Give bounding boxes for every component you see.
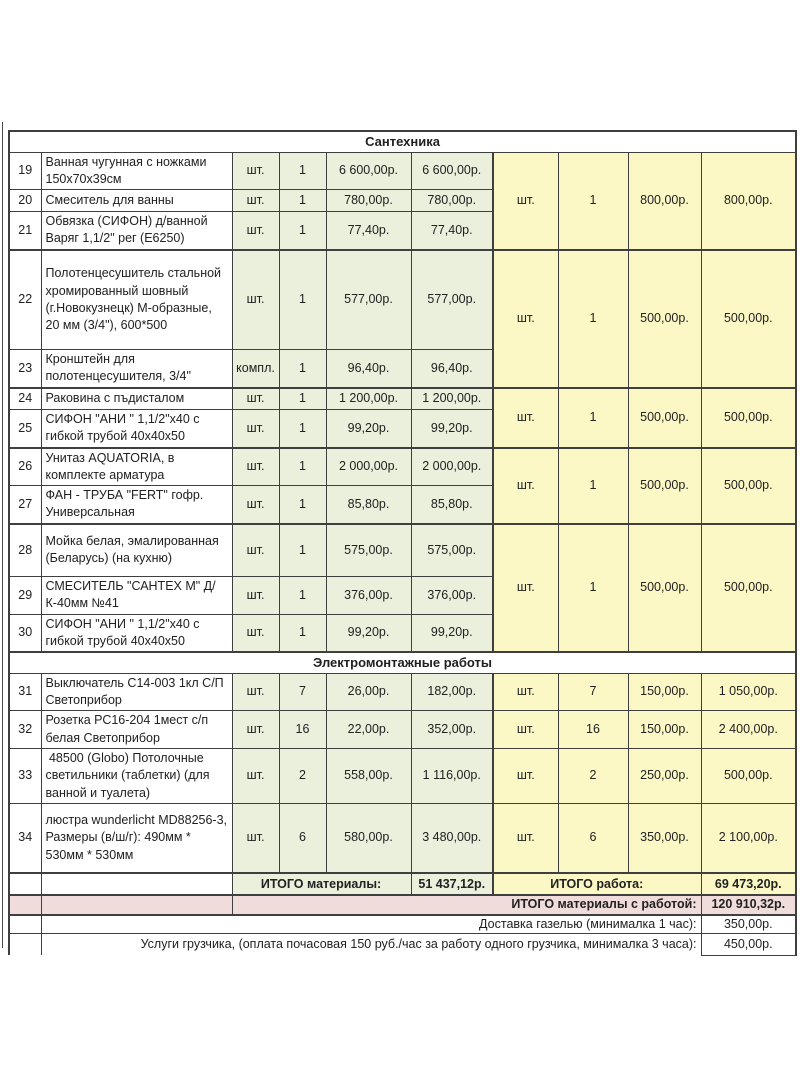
material-sum: 376,00р. <box>411 577 493 615</box>
material-price: 1 200,00р. <box>326 388 411 410</box>
item-name: Кронштейн для полотенцесушителя, 3/4" <box>41 350 232 388</box>
row-number: 22 <box>9 250 41 350</box>
work-qty: 2 <box>558 749 628 804</box>
item-name: СИФОН "АНИ " 1,1/2"х40 с гибкой трубой 40х40х50 <box>41 410 232 448</box>
material-qty: 1 <box>279 250 326 350</box>
material-unit: шт. <box>232 250 279 350</box>
work-total-value: 69 473,20р. <box>701 873 796 895</box>
section-header: Сантехника <box>9 131 796 152</box>
work-sum: 800,00р. <box>701 152 796 250</box>
material-sum: 352,00р. <box>411 711 493 749</box>
material-qty: 2 <box>279 749 326 804</box>
material-qty: 7 <box>279 673 326 711</box>
material-price: 376,00р. <box>326 577 411 615</box>
empty-cell <box>41 895 232 914</box>
work-price: 350,00р. <box>628 803 701 873</box>
material-sum: 99,20р. <box>411 410 493 448</box>
empty-cell <box>9 895 41 914</box>
work-unit: шт. <box>493 388 558 448</box>
material-price: 77,40р. <box>326 212 411 250</box>
material-unit: шт. <box>232 711 279 749</box>
work-qty: 1 <box>558 448 628 524</box>
work-sum: 500,00р. <box>701 250 796 388</box>
work-price: 250,00р. <box>628 749 701 804</box>
material-sum: 2 000,00р. <box>411 448 493 486</box>
estimate-sheet <box>8 130 797 956</box>
work-sum: 500,00р. <box>701 524 796 653</box>
item-name: Обвязка (СИФОН) д/ванной Варяг 1,1/2" рег (Е6250) <box>41 212 232 250</box>
work-price: 500,00р. <box>628 448 701 524</box>
row-number: 27 <box>9 486 41 524</box>
item-name: Розетка РС16-204 1мест с/п белая Светоприбор <box>41 711 232 749</box>
work-qty: 1 <box>558 388 628 448</box>
work-unit: шт. <box>493 803 558 873</box>
material-price: 558,00р. <box>326 749 411 804</box>
material-sum: 577,00р. <box>411 250 493 350</box>
row-number: 29 <box>9 577 41 615</box>
material-qty: 1 <box>279 350 326 388</box>
material-qty: 1 <box>279 190 326 212</box>
grand-total-value: 120 910,32р. <box>701 895 796 914</box>
row-number: 20 <box>9 190 41 212</box>
material-sum: 99,20р. <box>411 614 493 652</box>
material-unit: шт. <box>232 190 279 212</box>
material-price: 22,00р. <box>326 711 411 749</box>
work-total-label: ИТОГО работа: <box>493 873 701 895</box>
item-name: люстра wunderlicht MD88256-3, Размеры (в/ш/г): 490мм * 530мм * 530мм <box>41 803 232 873</box>
material-sum: 85,80р. <box>411 486 493 524</box>
item-name: СМЕСИТЕЛЬ "САНТЕХ М" Д/К-40мм №41 <box>41 577 232 615</box>
row-number: 32 <box>9 711 41 749</box>
section-header: Электромонтажные работы <box>9 652 796 673</box>
row-number: 30 <box>9 614 41 652</box>
material-qty: 1 <box>279 486 326 524</box>
material-unit: шт. <box>232 803 279 873</box>
work-qty: 7 <box>558 673 628 711</box>
material-qty: 1 <box>279 152 326 190</box>
material-sum: 1 200,00р. <box>411 388 493 410</box>
material-unit: шт. <box>232 749 279 804</box>
extra-charge-label: Доставка газелью (минималка 1 час): <box>41 915 701 934</box>
material-sum: 1 116,00р. <box>411 749 493 804</box>
page-edge-line <box>2 122 3 948</box>
material-qty: 1 <box>279 448 326 486</box>
work-unit: шт. <box>493 448 558 524</box>
material-unit: шт. <box>232 388 279 410</box>
material-price: 99,20р. <box>326 410 411 448</box>
material-qty: 1 <box>279 524 326 577</box>
extra-charge-label: Услуги грузчика, (оплата почасовая 150 руб./час за работу одного грузчика, минималка 3 часа): <box>41 933 701 955</box>
item-name: Унитаз AQUATORIA, в комплекте арматура <box>41 448 232 486</box>
material-price: 85,80р. <box>326 486 411 524</box>
work-sum: 2 100,00р. <box>701 803 796 873</box>
item-name: Мойка белая, эмалированная (Беларусь) (на кухню) <box>41 524 232 577</box>
material-price: 780,00р. <box>326 190 411 212</box>
material-qty: 6 <box>279 803 326 873</box>
item-name: ФАН - ТРУБА "FERT" гофр. Универсальная <box>41 486 232 524</box>
item-name: Ванная чугунная с ножками 150х70х39см <box>41 152 232 190</box>
material-unit: шт. <box>232 524 279 577</box>
material-unit: шт. <box>232 614 279 652</box>
empty-cell <box>9 915 41 934</box>
material-unit: шт. <box>232 212 279 250</box>
material-sum: 780,00р. <box>411 190 493 212</box>
row-number: 34 <box>9 803 41 873</box>
material-sum: 3 480,00р. <box>411 803 493 873</box>
material-unit: шт. <box>232 410 279 448</box>
row-number: 33 <box>9 749 41 804</box>
row-number: 23 <box>9 350 41 388</box>
work-price: 800,00р. <box>628 152 701 250</box>
row-number: 31 <box>9 673 41 711</box>
work-qty: 16 <box>558 711 628 749</box>
empty-cell <box>9 873 41 895</box>
material-qty: 1 <box>279 577 326 615</box>
extra-charge-value: 450,00р. <box>701 933 796 955</box>
row-number: 21 <box>9 212 41 250</box>
material-unit: шт. <box>232 673 279 711</box>
material-unit: шт. <box>232 448 279 486</box>
work-sum: 1 050,00р. <box>701 673 796 711</box>
work-unit: шт. <box>493 711 558 749</box>
empty-cell <box>9 933 41 955</box>
work-unit: шт. <box>493 250 558 388</box>
materials-total-label: ИТОГО материалы: <box>232 873 411 895</box>
work-unit: шт. <box>493 749 558 804</box>
material-qty: 1 <box>279 388 326 410</box>
row-number: 24 <box>9 388 41 410</box>
material-sum: 575,00р. <box>411 524 493 577</box>
item-name: Смеситель для ванны <box>41 190 232 212</box>
work-sum: 500,00р. <box>701 388 796 448</box>
work-price: 500,00р. <box>628 250 701 388</box>
item-name: Полотенцесушитель стальной хромированный шовный (г.Новокузнецк) М-образные, 20 мм (3/4"), 600*500 <box>41 250 232 350</box>
work-qty: 1 <box>558 524 628 653</box>
estimate-table <box>8 130 797 956</box>
item-name: 48500 (Globo) Потолочные светильники (таблетки) (для ванной и туалета) <box>41 749 232 804</box>
material-price: 575,00р. <box>326 524 411 577</box>
material-price: 96,40р. <box>326 350 411 388</box>
item-name: Выключатель С14-003 1кл С/П Светоприбор <box>41 673 232 711</box>
material-price: 2 000,00р. <box>326 448 411 486</box>
material-qty: 1 <box>279 614 326 652</box>
material-unit: шт. <box>232 152 279 190</box>
material-unit: компл. <box>232 350 279 388</box>
material-sum: 96,40р. <box>411 350 493 388</box>
material-sum: 6 600,00р. <box>411 152 493 190</box>
work-sum: 500,00р. <box>701 448 796 524</box>
material-price: 6 600,00р. <box>326 152 411 190</box>
work-qty: 1 <box>558 152 628 250</box>
empty-cell <box>41 873 232 895</box>
material-price: 577,00р. <box>326 250 411 350</box>
item-name: Раковина с пъдисталом <box>41 388 232 410</box>
work-price: 150,00р. <box>628 673 701 711</box>
row-number: 28 <box>9 524 41 577</box>
work-price: 150,00р. <box>628 711 701 749</box>
item-name: СИФОН "АНИ " 1,1/2"х40 с гибкой трубой 40х40х50 <box>41 614 232 652</box>
row-number: 19 <box>9 152 41 190</box>
material-price: 26,00р. <box>326 673 411 711</box>
material-qty: 1 <box>279 212 326 250</box>
material-unit: шт. <box>232 577 279 615</box>
row-number: 26 <box>9 448 41 486</box>
work-sum: 500,00р. <box>701 749 796 804</box>
material-price: 99,20р. <box>326 614 411 652</box>
grand-total-label: ИТОГО материалы с работой: <box>232 895 701 914</box>
materials-total-value: 51 437,12р. <box>411 873 493 895</box>
work-unit: шт. <box>493 524 558 653</box>
material-sum: 77,40р. <box>411 212 493 250</box>
work-unit: шт. <box>493 673 558 711</box>
work-sum: 2 400,00р. <box>701 711 796 749</box>
extra-charge-value: 350,00р. <box>701 915 796 934</box>
material-sum: 182,00р. <box>411 673 493 711</box>
work-unit: шт. <box>493 152 558 250</box>
work-price: 500,00р. <box>628 524 701 653</box>
row-number: 25 <box>9 410 41 448</box>
work-price: 500,00р. <box>628 388 701 448</box>
material-qty: 1 <box>279 410 326 448</box>
material-price: 580,00р. <box>326 803 411 873</box>
material-unit: шт. <box>232 486 279 524</box>
work-qty: 6 <box>558 803 628 873</box>
material-qty: 16 <box>279 711 326 749</box>
estimate-table-body <box>9 131 796 955</box>
work-qty: 1 <box>558 250 628 388</box>
